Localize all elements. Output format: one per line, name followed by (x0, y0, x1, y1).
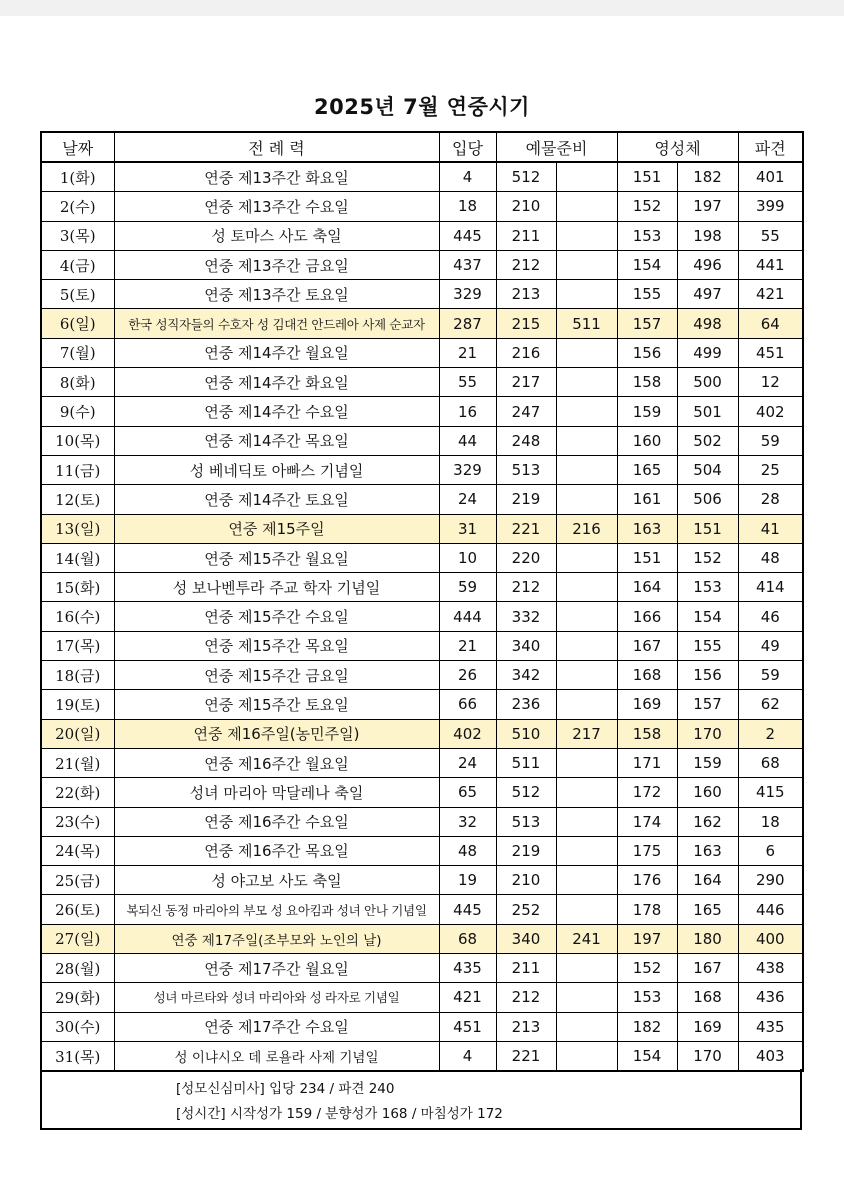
communion-hymn-1: 197 (617, 924, 677, 953)
dismissal-cell: 290 (738, 866, 803, 895)
liturgy-cell: 연중 제17주간 월요일 (114, 954, 439, 983)
table-row (41, 661, 803, 690)
liturgy-cell: 연중 제13주간 화요일 (114, 162, 439, 192)
note-holy-hour: [성시간] 시작성가 159 / 분향성가 168 / 마침성가 172 (176, 1106, 503, 1122)
communion-hymn-1: 151 (617, 162, 677, 192)
offertory-hymn-2 (556, 866, 617, 895)
header-liturgy: 전 례 력 (114, 132, 439, 162)
communion-hymn-1: 158 (617, 368, 677, 397)
header-row (41, 132, 803, 162)
date-cell: 28(월) (41, 954, 114, 983)
table-row (41, 338, 803, 367)
date-cell: 26(토) (41, 895, 114, 924)
offertory-hymn-1: 247 (496, 397, 556, 426)
offertory-hymn-1: 212 (496, 983, 556, 1012)
date-cell: 4(금) (41, 250, 114, 279)
dismissal-cell: 401 (738, 162, 803, 192)
dismissal-cell: 6 (738, 836, 803, 865)
table-row (41, 455, 803, 484)
communion-hymn-2: 198 (677, 221, 738, 250)
communion-hymn-2: 180 (677, 924, 738, 953)
date-cell: 30(수) (41, 1012, 114, 1041)
communion-hymn-1: 166 (617, 602, 677, 631)
offertory-hymn-1: 213 (496, 1012, 556, 1041)
dismissal-cell: 48 (738, 543, 803, 572)
entrance-cell: 26 (439, 661, 496, 690)
date-cell: 18(금) (41, 661, 114, 690)
table-row (41, 514, 803, 543)
date-cell: 1(화) (41, 162, 114, 192)
entrance-cell: 68 (439, 924, 496, 953)
offertory-hymn-2: 511 (556, 309, 617, 338)
offertory-hymn-2 (556, 162, 617, 192)
liturgy-cell: 연중 제15주일 (114, 514, 439, 543)
offertory-hymn-1: 213 (496, 280, 556, 309)
table-row (41, 250, 803, 279)
offertory-hymn-2 (556, 602, 617, 631)
entrance-cell: 287 (439, 309, 496, 338)
offertory-hymn-2 (556, 748, 617, 777)
offertory-hymn-1: 219 (496, 485, 556, 514)
dismissal-cell: 402 (738, 397, 803, 426)
table-row (41, 836, 803, 865)
entrance-cell: 48 (439, 836, 496, 865)
dismissal-cell: 18 (738, 807, 803, 836)
table-row (41, 690, 803, 719)
date-cell: 11(금) (41, 455, 114, 484)
entrance-cell: 59 (439, 573, 496, 602)
dismissal-cell: 415 (738, 778, 803, 807)
liturgy-cell: 성 토마스 사도 축일 (114, 221, 439, 250)
offertory-hymn-1: 512 (496, 162, 556, 192)
communion-hymn-2: 168 (677, 983, 738, 1012)
communion-hymn-2: 499 (677, 338, 738, 367)
entrance-cell: 31 (439, 514, 496, 543)
offertory-hymn-1: 248 (496, 426, 556, 455)
dismissal-cell: 446 (738, 895, 803, 924)
offertory-hymn-1: 210 (496, 866, 556, 895)
liturgy-cell: 연중 제15주간 월요일 (114, 543, 439, 572)
communion-hymn-2: 497 (677, 280, 738, 309)
communion-hymn-1: 152 (617, 192, 677, 221)
communion-hymn-1: 164 (617, 573, 677, 602)
table-row (41, 162, 803, 192)
communion-hymn-2: 151 (677, 514, 738, 543)
dismissal-cell: 451 (738, 338, 803, 367)
header-date: 날짜 (41, 132, 114, 162)
offertory-hymn-1: 342 (496, 661, 556, 690)
offertory-hymn-1: 215 (496, 309, 556, 338)
offertory-hymn-2 (556, 426, 617, 455)
table-row (41, 368, 803, 397)
liturgy-cell: 연중 제13주간 금요일 (114, 250, 439, 279)
offertory-hymn-2 (556, 221, 617, 250)
communion-hymn-1: 167 (617, 631, 677, 660)
communion-hymn-2: 153 (677, 573, 738, 602)
entrance-cell: 66 (439, 690, 496, 719)
date-cell: 13(일) (41, 514, 114, 543)
offertory-hymn-1: 210 (496, 192, 556, 221)
communion-hymn-1: 182 (617, 1012, 677, 1041)
offertory-hymn-2: 241 (556, 924, 617, 953)
liturgy-cell: 연중 제17주일(조부모와 노인의 날) (114, 924, 439, 953)
offertory-hymn-1: 510 (496, 719, 556, 748)
dismissal-cell: 399 (738, 192, 803, 221)
offertory-hymn-2 (556, 250, 617, 279)
liturgy-cell: 성 보나벤투라 주교 학자 기념일 (114, 573, 439, 602)
date-cell: 2(수) (41, 192, 114, 221)
offertory-hymn-2 (556, 895, 617, 924)
date-cell: 21(월) (41, 748, 114, 777)
communion-hymn-2: 501 (677, 397, 738, 426)
offertory-hymn-1: 513 (496, 807, 556, 836)
communion-hymn-2: 154 (677, 602, 738, 631)
liturgy-cell: 성녀 마르타와 성녀 마리아와 성 라자로 기념일 (114, 983, 439, 1012)
table-body (41, 162, 803, 1071)
liturgy-cell: 한국 성직자들의 수호자 성 김대건 안드레아 사제 순교자 (114, 309, 439, 338)
offertory-hymn-2 (556, 485, 617, 514)
entrance-cell: 445 (439, 221, 496, 250)
table-row (41, 221, 803, 250)
entrance-cell: 18 (439, 192, 496, 221)
offertory-hymn-1: 512 (496, 778, 556, 807)
hymn-schedule-table (40, 131, 804, 1072)
date-cell: 9(수) (41, 397, 114, 426)
note-marian-mass: [성모신심미사] 입당 234 / 파견 240 (176, 1081, 395, 1097)
offertory-hymn-2 (556, 455, 617, 484)
entrance-cell: 24 (439, 748, 496, 777)
liturgy-cell: 연중 제15주간 목요일 (114, 631, 439, 660)
communion-hymn-1: 156 (617, 338, 677, 367)
communion-hymn-1: 176 (617, 866, 677, 895)
liturgy-cell: 성 베네딕토 아빠스 기념일 (114, 455, 439, 484)
communion-hymn-2: 197 (677, 192, 738, 221)
communion-hymn-1: 163 (617, 514, 677, 543)
liturgy-cell: 성 이냐시오 데 로욜라 사제 기념일 (114, 1041, 439, 1071)
table-row (41, 924, 803, 953)
date-cell: 23(수) (41, 807, 114, 836)
liturgy-cell: 연중 제16주간 월요일 (114, 748, 439, 777)
communion-hymn-1: 172 (617, 778, 677, 807)
communion-hymn-2: 165 (677, 895, 738, 924)
communion-hymn-2: 170 (677, 719, 738, 748)
liturgy-cell: 성 야고보 사도 축일 (114, 866, 439, 895)
offertory-hymn-2 (556, 690, 617, 719)
communion-hymn-2: 170 (677, 1041, 738, 1071)
top-bar (0, 0, 844, 16)
dismissal-cell: 28 (738, 485, 803, 514)
dismissal-cell: 49 (738, 631, 803, 660)
liturgy-cell: 성녀 마리아 막달레나 축일 (114, 778, 439, 807)
communion-hymn-1: 153 (617, 221, 677, 250)
table-row (41, 573, 803, 602)
liturgy-cell: 연중 제14주간 월요일 (114, 338, 439, 367)
entrance-cell: 402 (439, 719, 496, 748)
entrance-cell: 16 (439, 397, 496, 426)
offertory-hymn-2 (556, 983, 617, 1012)
offertory-hymn-2 (556, 543, 617, 572)
offertory-hymn-2 (556, 778, 617, 807)
table-row (41, 866, 803, 895)
table-row (41, 426, 803, 455)
table-row (41, 602, 803, 631)
entrance-cell: 445 (439, 895, 496, 924)
offertory-hymn-1: 511 (496, 748, 556, 777)
liturgy-cell: 연중 제15주간 금요일 (114, 661, 439, 690)
offertory-hymn-2 (556, 1012, 617, 1041)
entrance-cell: 55 (439, 368, 496, 397)
entrance-cell: 437 (439, 250, 496, 279)
communion-hymn-1: 178 (617, 895, 677, 924)
table-row (41, 778, 803, 807)
communion-hymn-1: 154 (617, 250, 677, 279)
table-row (41, 1012, 803, 1041)
date-cell: 12(토) (41, 485, 114, 514)
entrance-cell: 421 (439, 983, 496, 1012)
dismissal-cell: 436 (738, 983, 803, 1012)
offertory-hymn-1: 212 (496, 573, 556, 602)
entrance-cell: 24 (439, 485, 496, 514)
date-cell: 27(일) (41, 924, 114, 953)
dismissal-cell: 435 (738, 1012, 803, 1041)
table-row (41, 309, 803, 338)
date-cell: 15(화) (41, 573, 114, 602)
offertory-hymn-1: 332 (496, 602, 556, 631)
dismissal-cell: 46 (738, 602, 803, 631)
entrance-cell: 444 (439, 602, 496, 631)
offertory-hymn-1: 211 (496, 221, 556, 250)
entrance-cell: 329 (439, 455, 496, 484)
communion-hymn-2: 152 (677, 543, 738, 572)
offertory-hymn-1: 340 (496, 631, 556, 660)
communion-hymn-1: 154 (617, 1041, 677, 1071)
dismissal-cell: 62 (738, 690, 803, 719)
offertory-hymn-2 (556, 397, 617, 426)
entrance-cell: 451 (439, 1012, 496, 1041)
table-row (41, 1041, 803, 1071)
communion-hymn-2: 164 (677, 866, 738, 895)
entrance-cell: 19 (439, 866, 496, 895)
header-communion: 영성체 (617, 132, 738, 162)
offertory-hymn-1: 219 (496, 836, 556, 865)
table-row (41, 631, 803, 660)
offertory-hymn-1: 340 (496, 924, 556, 953)
liturgy-cell: 연중 제16주일(농민주일) (114, 719, 439, 748)
date-cell: 20(일) (41, 719, 114, 748)
entrance-cell: 21 (439, 631, 496, 660)
communion-hymn-2: 496 (677, 250, 738, 279)
entrance-cell: 4 (439, 162, 496, 192)
communion-hymn-1: 165 (617, 455, 677, 484)
communion-hymn-1: 169 (617, 690, 677, 719)
entrance-cell: 329 (439, 280, 496, 309)
liturgy-cell: 연중 제15주간 토요일 (114, 690, 439, 719)
communion-hymn-2: 160 (677, 778, 738, 807)
entrance-cell: 21 (439, 338, 496, 367)
entrance-cell: 10 (439, 543, 496, 572)
table-row (41, 954, 803, 983)
table-row (41, 485, 803, 514)
communion-hymn-2: 500 (677, 368, 738, 397)
liturgy-cell: 연중 제14주간 수요일 (114, 397, 439, 426)
communion-hymn-1: 174 (617, 807, 677, 836)
dismissal-cell: 64 (738, 309, 803, 338)
dismissal-cell: 59 (738, 661, 803, 690)
liturgy-cell: 연중 제16주간 목요일 (114, 836, 439, 865)
offertory-hymn-2 (556, 631, 617, 660)
communion-hymn-2: 506 (677, 485, 738, 514)
date-cell: 14(월) (41, 543, 114, 572)
offertory-hymn-2 (556, 368, 617, 397)
entrance-cell: 4 (439, 1041, 496, 1071)
offertory-hymn-1: 236 (496, 690, 556, 719)
header-entrance: 입당 (439, 132, 496, 162)
table-row (41, 280, 803, 309)
offertory-hymn-2 (556, 338, 617, 367)
communion-hymn-1: 168 (617, 661, 677, 690)
dismissal-cell: 2 (738, 719, 803, 748)
communion-hymn-2: 155 (677, 631, 738, 660)
offertory-hymn-1: 220 (496, 543, 556, 572)
communion-hymn-2: 162 (677, 807, 738, 836)
date-cell: 5(토) (41, 280, 114, 309)
date-cell: 10(목) (41, 426, 114, 455)
communion-hymn-1: 151 (617, 543, 677, 572)
communion-hymn-2: 156 (677, 661, 738, 690)
communion-hymn-1: 157 (617, 309, 677, 338)
offertory-hymn-2 (556, 280, 617, 309)
page-title: 2025년 7월 연중시기 (314, 95, 530, 119)
communion-hymn-2: 157 (677, 690, 738, 719)
dismissal-cell: 400 (738, 924, 803, 953)
communion-hymn-1: 152 (617, 954, 677, 983)
entrance-cell: 435 (439, 954, 496, 983)
offertory-hymn-2 (556, 661, 617, 690)
header-dismissal: 파견 (738, 132, 803, 162)
notes-box (40, 1069, 802, 1130)
communion-hymn-2: 159 (677, 748, 738, 777)
dismissal-cell: 59 (738, 426, 803, 455)
table-row (41, 719, 803, 748)
offertory-hymn-2 (556, 954, 617, 983)
dismissal-cell: 41 (738, 514, 803, 543)
liturgy-cell: 연중 제14주간 목요일 (114, 426, 439, 455)
offertory-hymn-2 (556, 1041, 617, 1071)
date-cell: 19(토) (41, 690, 114, 719)
date-cell: 29(화) (41, 983, 114, 1012)
offertory-hymn-2: 217 (556, 719, 617, 748)
communion-hymn-2: 182 (677, 162, 738, 192)
offertory-hymn-2 (556, 573, 617, 602)
date-cell: 8(화) (41, 368, 114, 397)
table-row (41, 192, 803, 221)
entrance-cell: 44 (439, 426, 496, 455)
dismissal-cell: 441 (738, 250, 803, 279)
liturgy-cell: 연중 제14주간 토요일 (114, 485, 439, 514)
offertory-hymn-1: 212 (496, 250, 556, 279)
liturgy-cell: 연중 제14주간 화요일 (114, 368, 439, 397)
date-cell: 31(목) (41, 1041, 114, 1071)
dismissal-cell: 25 (738, 455, 803, 484)
offertory-hymn-1: 252 (496, 895, 556, 924)
liturgy-cell: 연중 제17주간 수요일 (114, 1012, 439, 1041)
offertory-hymn-2: 216 (556, 514, 617, 543)
date-cell: 25(금) (41, 866, 114, 895)
communion-hymn-1: 175 (617, 836, 677, 865)
offertory-hymn-1: 216 (496, 338, 556, 367)
offertory-hymn-1: 221 (496, 514, 556, 543)
table-row (41, 807, 803, 836)
date-cell: 6(일) (41, 309, 114, 338)
entrance-cell: 65 (439, 778, 496, 807)
date-cell: 3(목) (41, 221, 114, 250)
table-row (41, 983, 803, 1012)
communion-hymn-1: 171 (617, 748, 677, 777)
date-cell: 24(목) (41, 836, 114, 865)
offertory-hymn-2 (556, 836, 617, 865)
offertory-hymn-1: 221 (496, 1041, 556, 1071)
dismissal-cell: 55 (738, 221, 803, 250)
offertory-hymn-1: 217 (496, 368, 556, 397)
date-cell: 22(화) (41, 778, 114, 807)
communion-hymn-1: 160 (617, 426, 677, 455)
communion-hymn-1: 153 (617, 983, 677, 1012)
communion-hymn-1: 161 (617, 485, 677, 514)
communion-hymn-2: 163 (677, 836, 738, 865)
offertory-hymn-2 (556, 807, 617, 836)
dismissal-cell: 421 (738, 280, 803, 309)
table-row (41, 543, 803, 572)
date-cell: 7(월) (41, 338, 114, 367)
liturgy-cell: 연중 제15주간 수요일 (114, 602, 439, 631)
liturgy-cell: 연중 제13주간 수요일 (114, 192, 439, 221)
communion-hymn-1: 158 (617, 719, 677, 748)
dismissal-cell: 414 (738, 573, 803, 602)
table-row (41, 748, 803, 777)
offertory-hymn-1: 211 (496, 954, 556, 983)
date-cell: 17(목) (41, 631, 114, 660)
entrance-cell: 32 (439, 807, 496, 836)
communion-hymn-2: 169 (677, 1012, 738, 1041)
liturgy-cell: 복되신 동정 마리아의 부모 성 요아킴과 성녀 안나 기념일 (114, 895, 439, 924)
date-cell: 16(수) (41, 602, 114, 631)
header-offertory: 예물준비 (496, 132, 617, 162)
offertory-hymn-2 (556, 192, 617, 221)
liturgy-cell: 연중 제13주간 토요일 (114, 280, 439, 309)
communion-hymn-2: 167 (677, 954, 738, 983)
communion-hymn-1: 159 (617, 397, 677, 426)
communion-hymn-2: 498 (677, 309, 738, 338)
dismissal-cell: 403 (738, 1041, 803, 1071)
communion-hymn-2: 504 (677, 455, 738, 484)
table-row (41, 397, 803, 426)
communion-hymn-2: 502 (677, 426, 738, 455)
dismissal-cell: 12 (738, 368, 803, 397)
table-row (41, 895, 803, 924)
offertory-hymn-1: 513 (496, 455, 556, 484)
dismissal-cell: 68 (738, 748, 803, 777)
dismissal-cell: 438 (738, 954, 803, 983)
liturgy-cell: 연중 제16주간 수요일 (114, 807, 439, 836)
communion-hymn-1: 155 (617, 280, 677, 309)
